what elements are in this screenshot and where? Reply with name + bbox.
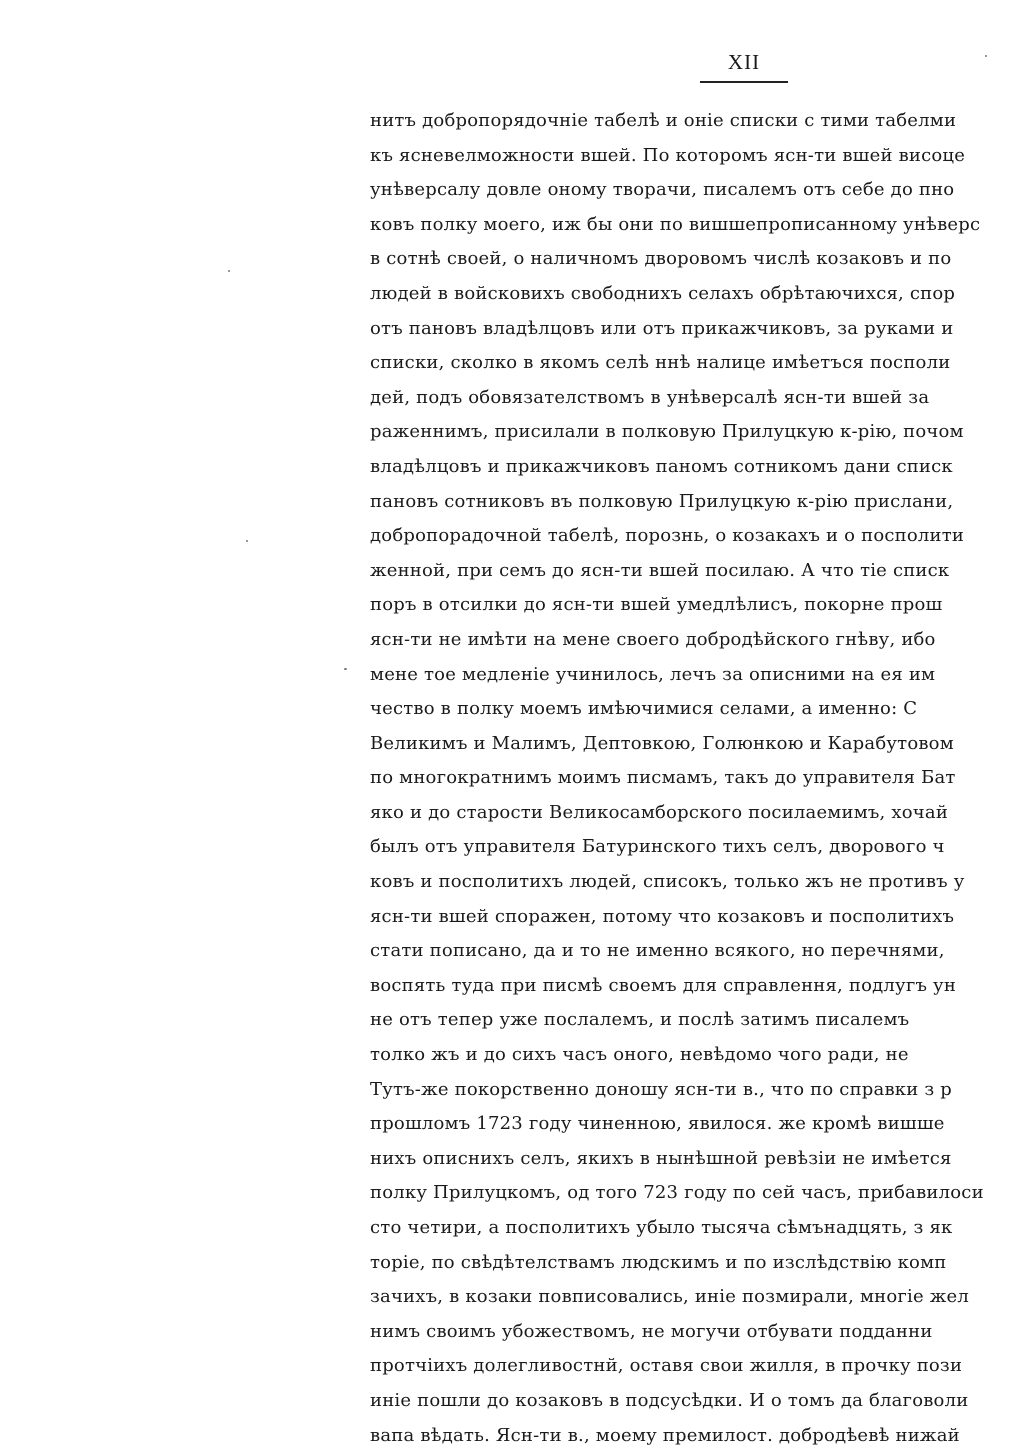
text-line: нитъ добропорядочніе табелѣ и оніе списки с тими табелми (370, 110, 957, 131)
text-line: мене тое медленіе учинилось, лечъ за описними на ея им (370, 663, 936, 685)
scan-speck (228, 270, 230, 272)
text-line: ковъ и посполитихъ людей, списокъ, только жъ не противъ у (370, 871, 965, 893)
text-line: Тутъ-же покорственно доношу ясн-ти в., что по справки з р (370, 1078, 953, 1100)
text-line: в сотнѣ своей, о наличномъ дворовомъ числѣ козаковъ и по (370, 248, 952, 270)
text-line: ковъ полку моего, иж бы они по вишшепрописанному унѣверс (370, 213, 981, 235)
text-line: по многократнимъ моимъ писмамъ, такъ до управителя Бат (370, 767, 956, 789)
text-line: протчіихъ долегливостнй, оставя свои жилля, в прочку пози (370, 1355, 963, 1377)
text-line: торіе, по свѣдѣтелствамъ людскимъ и по изслѣдствію комп (370, 1251, 947, 1273)
text-line: Великимъ и Малимъ, Дептовкою, Голюнкою и Карабутовом (370, 732, 954, 754)
text-line: вапа вѣдать. Ясн-ти в., моему премилост. добродѣевѣ нижай (370, 1424, 960, 1446)
text-line: иніе пошли до козаковъ в подсусѣдки. И о томъ да благоволи (370, 1389, 969, 1411)
text-line: отъ пановъ владѣлцовъ или отъ прикажчиковъ, за руками и (370, 317, 954, 339)
scan-speck (246, 540, 248, 542)
text-line: стати пописано, да и то не именно всякого, но перечнями, (370, 940, 945, 962)
scan-speck (344, 668, 347, 670)
text-line: воспять туда при писмѣ своемъ для справлення, подлугъ ун (370, 974, 957, 996)
text-line: былъ отъ управителя Батуринского тихъ селъ, дворового ч (370, 836, 945, 858)
text-line: пановъ сотниковъ въ полковую Прилуцкую к-рію прислани, (370, 490, 954, 512)
text-line: яко и до старости Великосамборского посилаемимъ, хочай (370, 801, 949, 823)
text-line: ясн-ти не имѣти на мене своего добродѣйского гнѣву, ибо (370, 628, 936, 650)
text-line: владѣлцовъ и прикажчиковъ паномъ сотникомъ дани списк (370, 455, 953, 477)
text-line: полку Прилуцкомъ, од того 723 году по сей часъ, прибавилоси (370, 1182, 984, 1204)
text-line: чество в полку моемъ имѣючимися селами, а именно: С (370, 698, 918, 720)
text-line: сто четири, а посполитихъ убыло тысяча сѣмънадцять, з як (370, 1217, 953, 1238)
text-line: ясн-ти вшей споражен, потому что козаковъ и посполитихъ (370, 905, 955, 927)
text-line: къ ясневелможности вшей. По которомъ ясн-ти вшей висоце (370, 144, 966, 166)
text-line: не отъ тепер уже послалемъ, и послѣ затимъ писалемъ (370, 1009, 910, 1031)
text-line: унѣверсалу довле оному творачи, писалемъ отъ себе до пно (370, 179, 955, 201)
text-line: нимъ своимъ убожествомъ, не могучи отбувати подданни (370, 1320, 933, 1342)
text-line: списки, сколко в якомъ селѣ ннѣ налице имѣетъся посполи (370, 352, 951, 374)
text-line: зачихъ, в козаки повписовались, иніе позмирали, многіе жел (370, 1286, 969, 1308)
text-line: людей в войсковихъ свободнихъ селахъ обрѣтаючихся, спор (370, 282, 956, 304)
text-line: нихъ описнихъ селъ, якихъ в нынѣшной ревѣзіи не имѣется (370, 1147, 952, 1169)
text-line: раженнимъ, присилали в полковую Прилуцкую к-рію, почом (370, 421, 964, 443)
text-line: толко жъ и до сихъ часъ оного, невѣдомо чого ради, не (370, 1044, 909, 1066)
text-line: прошломъ 1723 году чиненною, явилося. же кромѣ вишше (370, 1113, 945, 1135)
text-line: добропорадочной табелѣ, порознь, о козакахъ и о посполити (370, 525, 965, 547)
text-line: дей, подъ обовязателствомъ в унѣверсалѣ ясн-ти вшей за (370, 386, 930, 408)
text-line: поръ в отсилки до ясн-ти вшей умедлѣлисъ, покорне прош (370, 594, 943, 616)
text-line: женной, при семъ до ясн-ти вшей посилаю. А что тіе списк (370, 559, 950, 581)
scan-speck (985, 55, 987, 57)
page-body-text (370, 104, 1010, 1446)
page-number: XII (700, 50, 788, 83)
